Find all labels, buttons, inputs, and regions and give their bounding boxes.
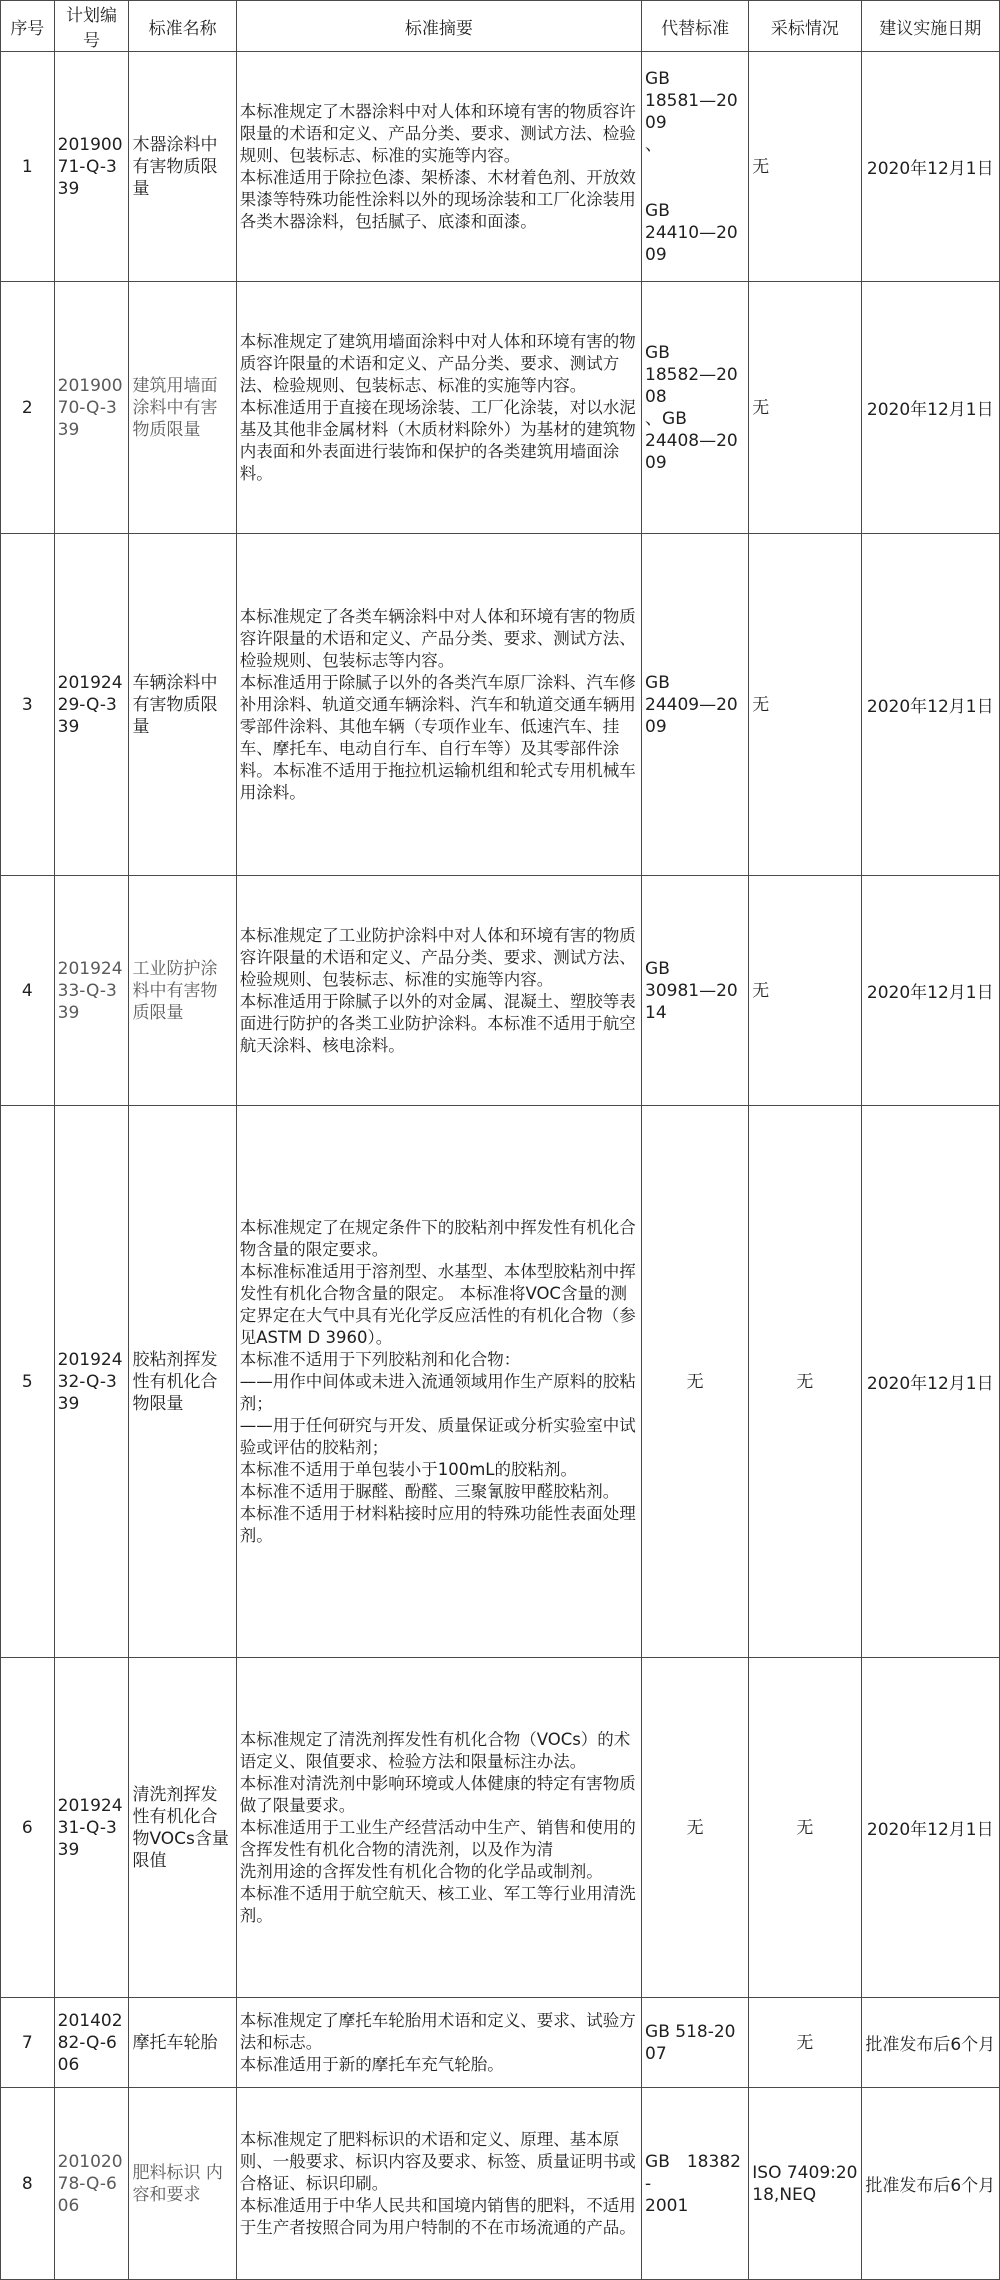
- summary-paragraph: 本标准规定了木器涂料中对人体和环境有害的物质容许限量的术语和定义、产品分类、要求、测试方法、检验规则、包装标志、标准的实施等内容。: [239, 101, 636, 165]
- row-implementation-date: 2020年12月1日: [861, 282, 999, 534]
- row-replaced-standard: [642, 52, 749, 282]
- header-adoption: 采标情况: [749, 1, 861, 52]
- summary-paragraph: 本标准适用于除腻子以外的对金属、混凝土、塑胶等表面进行防护的各类工业防护涂料。本标准不适用于航空航天涂料、核电涂料。: [239, 991, 636, 1055]
- row-plan-number: 20190071-Q-339: [54, 52, 129, 282]
- row-implementation-date: 2020年12月1日: [861, 1106, 999, 1658]
- replaced-line: 、: [645, 134, 663, 155]
- row-implementation-date: 2020年12月1日: [861, 1658, 999, 1998]
- summary-paragraph: 洗剂用途的含挥发性有机化合物的化学品或制剂。: [239, 1861, 603, 1881]
- replaced-line: GB: [645, 342, 670, 363]
- replaced-line: 2001: [645, 2195, 689, 2216]
- summary-paragraph: 本标准规定了肥料标识的术语和定义、原理、基本原则、一般要求、标识内容及要求、标签、质量证明书或合格证、标识印刷。: [239, 2129, 636, 2193]
- row-replaced-standard: [642, 2088, 749, 2280]
- table-row: [1, 282, 1000, 534]
- summary-paragraph: 本标准不适用于材料粘接时应用的特殊功能性表面处理剂。: [239, 1503, 636, 1545]
- row-standard-name: 摩托车轮胎: [129, 1998, 236, 2088]
- row-plan-number: 20192431-Q-339: [54, 1658, 129, 1998]
- replaced-line: 30981—2014: [645, 980, 738, 1023]
- row-replaced-standard: [642, 282, 749, 534]
- table-row: [1, 1998, 1000, 2088]
- row-plan-number: 20140282-Q-606: [54, 1998, 129, 2088]
- replaced-line: 24408—2009: [645, 430, 738, 473]
- summary-paragraph: 本标准适用于除腻子以外的各类汽车原厂涂料、汽车修补用涂料、轨道交通车辆涂料、汽车和轨道交通车辆用零部件涂料、其他车辆（专项作业车、低速汽车、挂车、摩托车、电动自行车、自行车等）及其零部件涂料。本标准不适用于拖拉机运输机组和轮式专用机械车用涂料。: [239, 672, 636, 802]
- row-implementation-date: 2020年12月1日: [861, 52, 999, 282]
- row-standard-name: 胶粘剂挥发性有机化合物限量: [129, 1106, 236, 1658]
- summary-paragraph: 本标准适用于新的摩托车充气轮胎。: [239, 2054, 504, 2074]
- row-standard-name: 清洗剂挥发性有机化合物VOCs含量限值: [129, 1658, 236, 1998]
- row-summary: [236, 1106, 641, 1658]
- row-summary: [236, 876, 641, 1106]
- summary-paragraph: 本标准适用于中华人民共和国境内销售的肥料，不适用于生产者按照合同为用户特制的不在市场流通的产品。: [239, 2195, 636, 2237]
- row-adoption: 无: [749, 876, 861, 1106]
- replaced-line: GB 518-2007: [645, 2021, 736, 2064]
- row-replaced-standard: [642, 534, 749, 876]
- header-row: [1, 1, 1000, 52]
- row-adoption: 无: [749, 1998, 861, 2088]
- row-plan-number: 20192432-Q-339: [54, 1106, 129, 1658]
- row-standard-name: 车辆涂料中有害物质限量: [129, 534, 236, 876]
- summary-paragraph: 本标准不适用于下列胶粘剂和化合物：: [239, 1349, 521, 1369]
- row-summary: [236, 1998, 641, 2088]
- row-seq: 8: [1, 2088, 55, 2280]
- summary-paragraph: 本标准不适用于脲醛、酚醛、三聚氰胺甲醛胶粘剂。: [239, 1481, 620, 1501]
- row-seq: 3: [1, 534, 55, 876]
- row-seq: 6: [1, 1658, 55, 1998]
- row-seq: 7: [1, 1998, 55, 2088]
- summary-paragraph: 本标准规定了摩托车轮胎用术语和定义、要求、试验方法和标志。: [239, 2010, 636, 2052]
- table-row: [1, 534, 1000, 876]
- row-seq: 4: [1, 876, 55, 1106]
- row-adoption: 无: [749, 1658, 861, 1998]
- table-row: [1, 876, 1000, 1106]
- row-plan-number: 20192429-Q-339: [54, 534, 129, 876]
- replaced-line: 18582—2008: [645, 364, 738, 407]
- header-implementation-date: 建议实施日期: [861, 1, 999, 52]
- row-seq: 2: [1, 282, 55, 534]
- row-replaced-standard: [642, 876, 749, 1106]
- row-standard-name: 建筑用墙面涂料中有害物质限量: [129, 282, 236, 534]
- header-replaced-standard: 代替标准: [642, 1, 749, 52]
- summary-paragraph: 本标准不适用于单包装小于100mL的胶粘剂。: [239, 1459, 577, 1479]
- row-seq: 5: [1, 1106, 55, 1658]
- row-plan-number: 20190070-Q-339: [54, 282, 129, 534]
- row-adoption: 无: [749, 282, 861, 534]
- row-adoption: 无: [749, 52, 861, 282]
- summary-paragraph: 本标准对清洗剂中影响环境或人体健康的特定有害物质做了限量要求。: [239, 1773, 636, 1815]
- row-standard-name: 木器涂料中有害物质限量: [129, 52, 236, 282]
- row-summary: [236, 1658, 641, 1998]
- table-row: [1, 52, 1000, 282]
- replaced-line: [645, 178, 745, 200]
- row-implementation-date: 批准发布后6个月: [861, 2088, 999, 2280]
- row-seq: 1: [1, 52, 55, 282]
- replaced-line: GB 18382-: [645, 2151, 741, 2194]
- row-implementation-date: 2020年12月1日: [861, 876, 999, 1106]
- row-adoption: ISO 7409:2018,NEQ: [749, 2088, 861, 2280]
- summary-paragraph: 本标准适用于直接在现场涂装、工厂化涂装，对以水泥基及其他非金属材料（木质材料除外）为基材的建筑物内表面和外表面进行装饰和保护的各类建筑用墙面涂料。: [239, 397, 636, 483]
- table-row: [1, 1658, 1000, 1998]
- summary-paragraph: 本标准适用于工业生产经营活动中生产、销售和使用的含挥发性有机化合物的清洗剂，以及作为清: [239, 1817, 636, 1859]
- replaced-line: 24409—2009: [645, 694, 738, 737]
- replaced-line: 18581—2009: [645, 90, 738, 133]
- summary-paragraph: 本标准规定了清洗剂挥发性有机化合物（VOCs）的术语定义、限值要求、检验方法和限量标注办法。: [239, 1729, 631, 1771]
- replaced-line: 无: [686, 1817, 704, 1838]
- replaced-line: [645, 156, 745, 178]
- summary-paragraph: 本标准规定了工业防护涂料中对人体和环境有害的物质容许限量的术语和定义、产品分类、要求、测试方法、检验规则、包装标志、标准的实施等内容。: [239, 925, 636, 989]
- table-row: [1, 2088, 1000, 2280]
- row-implementation-date: 批准发布后6个月: [861, 1998, 999, 2088]
- summary-paragraph: 本标准规定了在规定条件下的胶粘剂中挥发性有机化合物含量的限定要求。: [239, 1217, 636, 1259]
- row-replaced-standard: [642, 1658, 749, 1998]
- header-seq: 序号: [1, 1, 55, 52]
- header-summary: 标准摘要: [236, 1, 641, 52]
- replaced-line: GB: [645, 200, 670, 221]
- row-summary: [236, 282, 641, 534]
- summary-paragraph: 本标准标准适用于溶剂型、水基型、本体型胶粘剂中挥发性有机化合物含量的限定。 本标准将VOC含量的测定界定在大气中具有光化学反应活性的有机化合物（参见ASTM D 3960）。: [239, 1261, 636, 1347]
- row-adoption: 无: [749, 534, 861, 876]
- row-summary: [236, 534, 641, 876]
- summary-paragraph: 本标准不适用于航空航天、核工业、军工等行业用清洗剂。: [239, 1883, 636, 1925]
- table-row: [1, 1106, 1000, 1658]
- row-standard-name: 工业防护涂料中有害物质限量: [129, 876, 236, 1106]
- summary-paragraph: 本标准规定了建筑用墙面涂料中对人体和环境有害的物质容许限量的术语和定义、产品分类、要求、测试方法、检验规则、包装标志、标准的实施等内容。: [239, 331, 636, 395]
- row-replaced-standard: [642, 1106, 749, 1658]
- replaced-line: 、GB: [645, 408, 687, 429]
- row-plan-number: 20102078-Q-606: [54, 2088, 129, 2280]
- replaced-line: GB: [645, 958, 670, 979]
- row-summary: [236, 2088, 641, 2280]
- header-standard-name: 标准名称: [129, 1, 236, 52]
- header-plan-number: 计划编号: [54, 1, 129, 52]
- summary-paragraph: ——用作中间体或未进入流通领域用作生产原料的胶粘剂；: [239, 1371, 636, 1413]
- replaced-line: GB: [645, 68, 670, 89]
- row-adoption: 无: [749, 1106, 861, 1658]
- replaced-line: 24410—2009: [645, 222, 738, 265]
- summary-paragraph: 本标准规定了各类车辆涂料中对人体和环境有害的物质容许限量的术语和定义、产品分类、要求、测试方法、检验规则、包装标志等内容。: [239, 606, 636, 670]
- row-summary: [236, 52, 641, 282]
- row-replaced-standard: [642, 1998, 749, 2088]
- replaced-line: 无: [686, 1371, 704, 1392]
- replaced-line: GB: [645, 672, 670, 693]
- summary-paragraph: ——用于任何研究与开发、质量保证或分析实验室中试验或评估的胶粘剂；: [239, 1415, 636, 1457]
- row-standard-name: 肥料标识 内容和要求: [129, 2088, 236, 2280]
- row-plan-number: 20192433-Q-339: [54, 876, 129, 1106]
- row-implementation-date: 2020年12月1日: [861, 534, 999, 876]
- summary-paragraph: 本标准适用于除拉色漆、架桥漆、木材着色剂、开放效果漆等特殊功能性涂料以外的现场涂装和工厂化涂装用各类木器涂料，包括腻子、底漆和面漆。: [239, 167, 636, 231]
